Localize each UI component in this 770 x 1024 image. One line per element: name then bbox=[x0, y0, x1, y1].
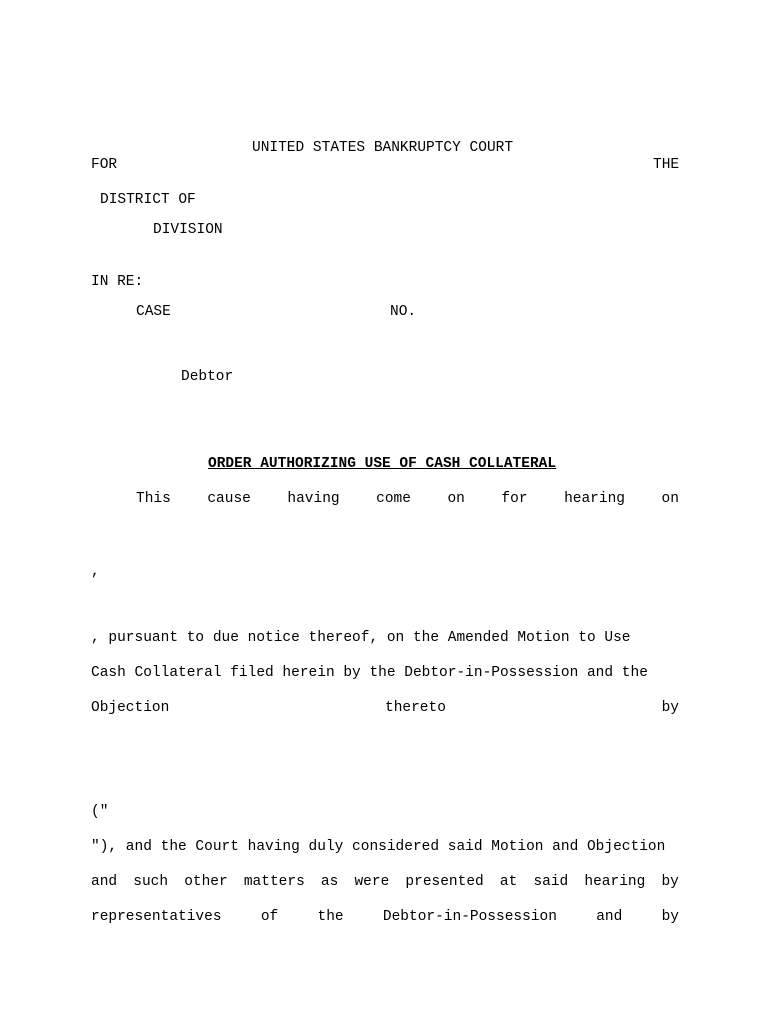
word: presented bbox=[405, 874, 484, 890]
word: hearing bbox=[584, 874, 646, 890]
word: matters bbox=[243, 874, 305, 890]
division-label: DIVISION bbox=[153, 222, 223, 238]
word: and bbox=[596, 909, 623, 925]
debtor-label: Debtor bbox=[181, 369, 234, 385]
order-heading: ORDER AUTHORIZING USE OF CASH COLLATERAL bbox=[208, 456, 557, 472]
open-quote: (" bbox=[91, 804, 109, 820]
word: hearing bbox=[564, 491, 625, 507]
paragraph-line-3: Cash Collateral filed herein by the Debtor-in-Possession and the bbox=[91, 665, 648, 681]
word: Debtor-in-Possession bbox=[382, 909, 557, 925]
word: This bbox=[136, 491, 171, 507]
word: thereto bbox=[385, 700, 446, 716]
word: come bbox=[376, 491, 411, 507]
the-label: THE bbox=[653, 157, 680, 173]
word: by bbox=[661, 909, 679, 925]
word: the bbox=[317, 909, 344, 925]
word: at bbox=[499, 874, 518, 890]
word: having bbox=[287, 491, 340, 507]
paragraph-line-2: , pursuant to due notice thereof, on the Amended Motion to Use bbox=[91, 630, 631, 646]
word: cause bbox=[207, 491, 251, 507]
word: for bbox=[501, 491, 528, 507]
district-label: DISTRICT OF bbox=[100, 192, 196, 208]
case-number-label: NO. bbox=[390, 304, 417, 320]
word: such bbox=[133, 874, 169, 890]
word: Objection bbox=[91, 700, 170, 716]
word: and bbox=[91, 874, 118, 890]
paragraph-line-7 bbox=[91, 908, 679, 926]
word: said bbox=[533, 874, 569, 890]
word: on bbox=[661, 491, 679, 507]
word: on bbox=[447, 491, 465, 507]
paragraph-line-5: "), and the Court having duly considered said Motion and Objection bbox=[91, 839, 666, 855]
in-re-label: IN RE: bbox=[91, 274, 144, 290]
court-title: UNITED STATES BANKRUPTCY COURT bbox=[252, 140, 514, 156]
word: representatives bbox=[91, 909, 222, 925]
word: of bbox=[260, 909, 279, 925]
for-label: FOR bbox=[91, 157, 118, 173]
paragraph-line-1 bbox=[136, 490, 679, 508]
word: other bbox=[184, 874, 228, 890]
case-label: CASE bbox=[136, 304, 171, 320]
hearing-date-comma: , bbox=[91, 564, 100, 580]
word: by bbox=[661, 874, 679, 890]
paragraph-line-6 bbox=[91, 873, 679, 891]
word: were bbox=[354, 874, 390, 890]
word: by bbox=[661, 700, 679, 716]
paragraph-line-4 bbox=[91, 699, 679, 717]
word: as bbox=[320, 874, 339, 890]
